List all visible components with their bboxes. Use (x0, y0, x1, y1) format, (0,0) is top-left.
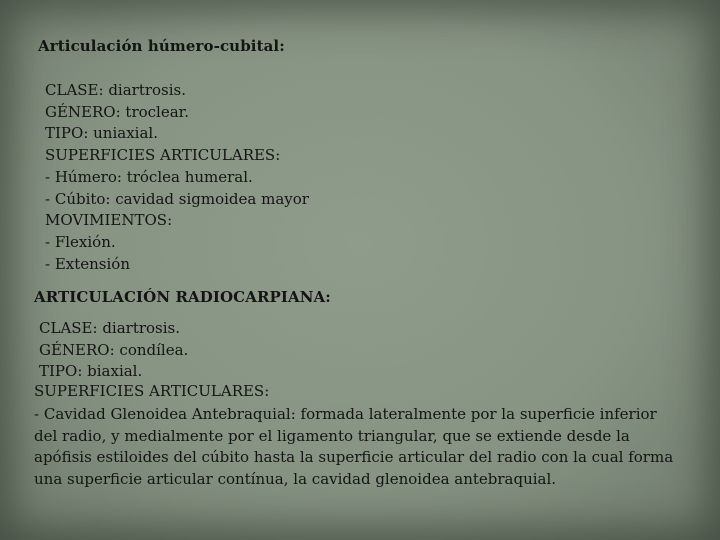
paragraph-line: apófisis estiloides del cúbito hasta la superficie articular del radio con la cual forma (34, 448, 674, 467)
detail-line-extension: - Extensión (45, 254, 130, 273)
section-heading-humero-cubital: Articulación húmero-cubital: (38, 37, 285, 55)
detail-line-superficies: SUPERFICIES ARTICULARES: (45, 146, 281, 165)
section-heading-radiocarpiana: ARTICULACIÓN RADIOCARPIANA: (34, 288, 331, 306)
superficies-label: SUPERFICIES ARTICULARES: (34, 382, 270, 400)
detail-line-tipo: TIPO: uniaxial. (45, 124, 158, 143)
humero-cubital-details (45, 80, 309, 275)
detail-line-clase: CLASE: diartrosis. (39, 319, 181, 337)
detail-line-humero: - Húmero: tróclea humeral. (45, 167, 253, 186)
paragraph-line: del radio, y medialmente por el ligamento triangular, que se extiende desde la (34, 426, 630, 445)
superficies-paragraph (34, 404, 694, 491)
paragraph-line: una superficie articular contínua, la cavidad glenoidea antebraquial. (34, 470, 557, 489)
detail-line-genero: GÉNERO: condílea. (39, 340, 189, 359)
radiocarpiana-details (39, 318, 188, 383)
detail-line-genero: GÉNERO: troclear. (45, 102, 189, 121)
detail-line-cubito: - Cúbito: cavidad sigmoidea mayor (45, 189, 309, 208)
detail-line-flexion: - Flexión. (45, 232, 116, 251)
detail-line-movimientos: MOVIMIENTOS: (45, 211, 173, 230)
paragraph-line: - Cavidad Glenoidea Antebraquial: formada lateralmente por la superficie inferior (34, 405, 657, 423)
detail-line-tipo: TIPO: biaxial. (39, 362, 143, 381)
detail-line-clase: CLASE: diartrosis. (45, 81, 187, 99)
